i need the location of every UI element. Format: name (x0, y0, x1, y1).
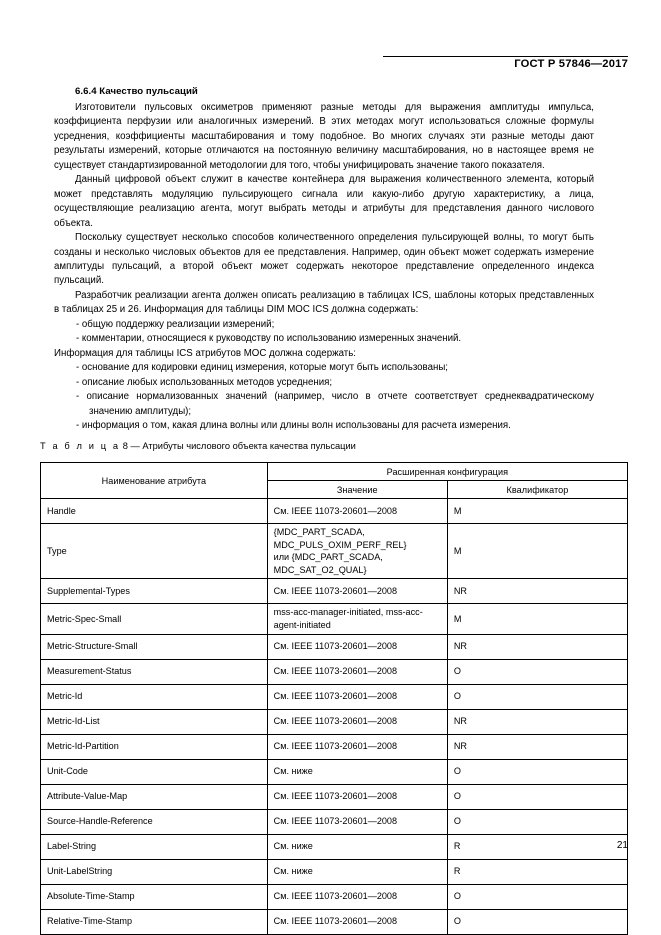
cell-attribute-name: Type (41, 524, 268, 579)
table-caption (40, 441, 356, 451)
cell-attribute-name: Supplemental-Types (41, 579, 268, 604)
table-header-row-top (41, 463, 628, 481)
paragraph-intro-two: Информация для таблицы ICS атрибутов MOC должна содержать: (54, 347, 356, 359)
column-header-qualifier: Квалификатор (447, 481, 627, 499)
table-caption-text: — Атрибуты числового объекта качества пульсации (130, 441, 356, 451)
cell-value-line: См. ниже (273, 841, 313, 852)
cell-qualifier: NR (447, 579, 627, 604)
table-head (41, 463, 628, 499)
cell-value-line: См. IEEE 11073-20601—2008 (273, 691, 398, 702)
cell-value-line: См. IEEE 11073-20601—2008 (273, 916, 398, 927)
cell-value-line: См. IEEE 11073-20601—2008 (273, 741, 398, 752)
cell-value-line: См. IEEE 11073-20601—2008 (273, 641, 398, 652)
cell-value (267, 784, 447, 809)
paragraph-1: Изготовители пульсовых оксиметров применяют разные методы для выражения амплитуды импульса, коэффициента перфузии или аналогичных измерений. В этих методах могут использоваться сложные формулы усреднения, коэффициенты масштабирования и тому подобное. Во многих случаях эти разные методы дают результаты измерений, которые отличаются на постоянную величину масштабирования, но в настоящее время не существует стандартизированной методологии для того, чтобы унифицировать значение такого показателя. (54, 102, 594, 171)
cell-qualifier: O (447, 809, 627, 834)
cell-qualifier: M (447, 499, 627, 524)
cell-qualifier: R (447, 859, 627, 884)
cell-qualifier: O (447, 659, 627, 684)
cell-attribute-name: Attribute-Value-Map (41, 784, 268, 809)
table-row (41, 604, 628, 634)
cell-value (267, 579, 447, 604)
page-header (40, 56, 628, 78)
column-header-group: Расширенная конфигурация (267, 463, 627, 481)
cell-value-line: См. IEEE 11073-20601—2008 (273, 791, 398, 802)
cell-attribute-name: Unit-Code (41, 759, 268, 784)
cell-attribute-name: Metric-Id (41, 684, 268, 709)
list-item: - описание нормализованных значений (например, число в отчете соответствует среднеквадратическому значению амплитуды); (76, 391, 594, 417)
cell-value (267, 659, 447, 684)
cell-value-line: См. IEEE 11073-20601—2008 (273, 816, 398, 827)
cell-attribute-name: Unit-LabelString (41, 859, 268, 884)
attributes-table (40, 462, 628, 935)
cell-attribute-name: Metric-Id-List (41, 709, 268, 734)
cell-value-line: См. IEEE 11073-20601—2008 (273, 586, 398, 597)
cell-value (267, 859, 447, 884)
cell-attribute-name: Handle (41, 499, 268, 524)
page-number: 21 (616, 840, 628, 851)
cell-qualifier: NR (447, 734, 627, 759)
cell-qualifier: M (447, 524, 627, 579)
attributes-table-wrapper (40, 462, 628, 935)
column-header-value: Значение (267, 481, 447, 499)
cell-value (267, 759, 447, 784)
cell-value (267, 909, 447, 934)
cell-attribute-name: Source-Handle-Reference (41, 809, 268, 834)
cell-attribute-name: Measurement-Status (41, 659, 268, 684)
list-item: - основание для кодировки единиц измерения, которые могут быть использованы; (76, 362, 448, 374)
cell-value-line: См. IEEE 11073-20601—2008 (273, 505, 398, 516)
cell-attribute-name: Label-String (41, 834, 268, 859)
cell-value-line: mss-acc-manager-initiated, mss-acc-agent-initiated (273, 607, 423, 630)
cell-qualifier: O (447, 909, 627, 934)
table-row (41, 709, 628, 734)
cell-value-line: См. ниже (273, 866, 313, 877)
cell-value (267, 709, 447, 734)
cell-attribute-name: Absolute-Time-Stamp (41, 884, 268, 909)
standard-title: ГОСТ Р 57846—2017 (514, 58, 628, 70)
cell-value (267, 684, 447, 709)
paragraph-4: Разработчик реализации агента должен описать реализацию в таблицах ICS, шаблоны которых представленных в таблицах 25 и 26. Информация для таблицы DIM MOC ICS должна содержать: (54, 289, 594, 316)
cell-value-line: См. IEEE 11073-20601—2008 (273, 891, 398, 902)
table-row (41, 859, 628, 884)
cell-value (267, 634, 447, 659)
table-row (41, 634, 628, 659)
column-header-name: Наименование атрибута (41, 463, 268, 499)
paragraph-3: Поскольку существует несколько способов количественного определения пульсирующей волны, то могут быть созданы и несколько числовых объектов для ее представления. Например, один объект может содержать измерение амплитуды пульсаций, а второй объект может содержать некоторое представление определенного индекса пульсаций. (54, 232, 594, 287)
table-row (41, 499, 628, 524)
cell-value (267, 499, 447, 524)
cell-value (267, 884, 447, 909)
cell-qualifier: O (447, 884, 627, 909)
body-content (54, 86, 594, 433)
list-item: - информация о том, какая длина волны или длины волн использованы для расчета измерения. (76, 419, 511, 431)
list-item: - общую поддержку реализации измерений; (76, 318, 275, 330)
table-row (41, 524, 628, 579)
cell-qualifier: O (447, 784, 627, 809)
table-caption-label: Т а б л и ц а (40, 441, 121, 451)
list-item: - комментарии, относящиеся к руководству по использованию измеренных значений. (76, 333, 462, 345)
cell-qualifier: O (447, 759, 627, 784)
cell-attribute-name: Metric-Spec-Small (41, 604, 268, 634)
cell-value-line: См. IEEE 11073-20601—2008 (273, 716, 398, 727)
cell-qualifier: R (447, 834, 627, 859)
section-heading: 6.6.4 Качество пульсаций (75, 86, 198, 97)
cell-attribute-name: Metric-Id-Partition (41, 734, 268, 759)
cell-value (267, 734, 447, 759)
table-row (41, 909, 628, 934)
table-row (41, 759, 628, 784)
cell-attribute-name: Relative-Time-Stamp (41, 909, 268, 934)
cell-qualifier: M (447, 604, 627, 634)
cell-value (267, 809, 447, 834)
table-row (41, 884, 628, 909)
table-row (41, 834, 628, 859)
cell-value-line: {MDC_PART_SCADA, MDC_PULS_OXIM_PERF_REL} (273, 527, 407, 550)
header-rule (383, 56, 628, 57)
cell-value-line: См. ниже (273, 766, 313, 777)
cell-value-line: См. IEEE 11073-20601—2008 (273, 666, 398, 677)
table-row (41, 784, 628, 809)
paragraph-2: Данный цифровой объект служит в качестве контейнера для выражения количественного элемента, который может представлять модуляцию пульсирующего сигнала или какую-либо другую характеристику, а лица, осуществляющие реализацию агента, могут выбрать методы и атрибуты для представления данного числового объекта. (54, 174, 594, 229)
list-item: - описание любых использованных методов усреднения; (76, 376, 333, 388)
cell-value-line: или {MDC_PART_SCADA, MDC_SAT_O2_QUAL} (273, 552, 383, 575)
cell-attribute-name: Metric-Structure-Small (41, 634, 268, 659)
cell-value (267, 524, 447, 579)
table-caption-number: 8 (122, 441, 128, 451)
cell-value (267, 834, 447, 859)
table-body (41, 499, 628, 935)
cell-qualifier: NR (447, 634, 627, 659)
table-row (41, 684, 628, 709)
table-row (41, 809, 628, 834)
table-row (41, 734, 628, 759)
cell-qualifier: O (447, 684, 627, 709)
cell-value (267, 604, 447, 634)
cell-qualifier: NR (447, 709, 627, 734)
table-row (41, 659, 628, 684)
table-row (41, 579, 628, 604)
